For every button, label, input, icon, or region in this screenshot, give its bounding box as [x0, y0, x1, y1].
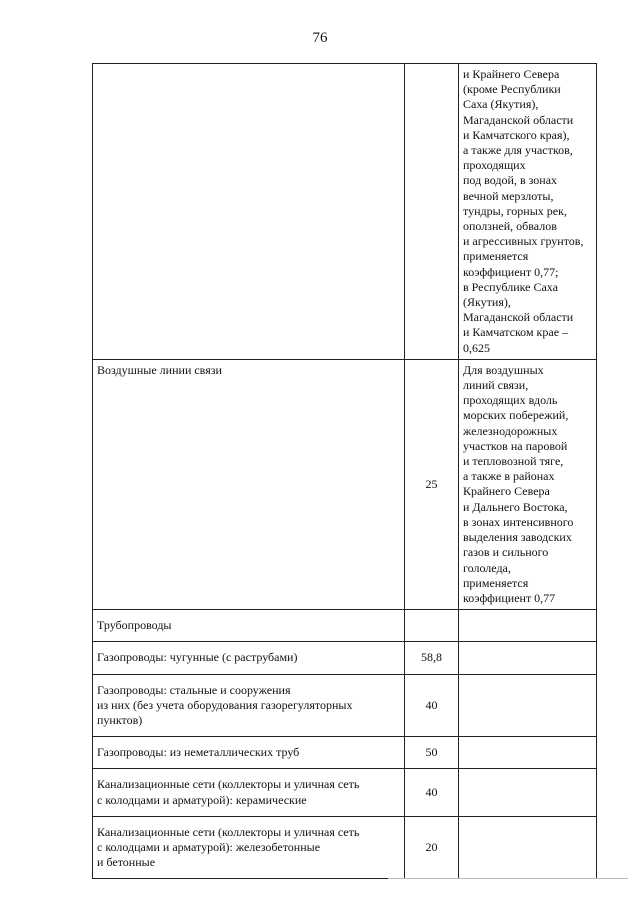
row-value-cell: 25: [405, 359, 459, 609]
note-line: морских побережий,: [463, 408, 569, 423]
note-line: оползней, обвалов: [463, 219, 557, 234]
row-note-cell: [459, 737, 597, 769]
note-line: (Якутия),: [463, 295, 511, 310]
note-line: гололеда,: [463, 560, 511, 575]
table-row: [93, 769, 597, 816]
note-line: Магаданской области: [463, 310, 574, 325]
table-row: [93, 737, 597, 769]
note-line: коэффициент 0,77;: [463, 264, 559, 279]
row-value-cell: 40: [405, 769, 459, 816]
row-value-cell: 20: [405, 816, 459, 879]
table-row: [93, 816, 597, 879]
row-value-cell: 58,8: [405, 642, 459, 674]
row-name-line: Канализационные сети (коллекторы и уличная сеть: [97, 824, 360, 839]
row-value-cell: 50: [405, 737, 459, 769]
note-line: участков на паровой: [463, 438, 568, 453]
row-name-cell: [93, 816, 405, 879]
note-line: в зонах интенсивного: [463, 514, 574, 529]
row-name-line: с колодцами и арматурой): железобетонные: [97, 839, 321, 854]
row-name-line: из них (без учета оборудования газорегуляторных: [97, 697, 353, 712]
note-line: и Камчатском крае –: [463, 325, 569, 340]
note-line: коэффициент 0,77: [463, 590, 556, 605]
note-line: железнодорожных: [463, 423, 558, 438]
note-line: линий связи,: [463, 378, 529, 393]
note-line: а также в районах: [463, 469, 555, 484]
table-row: [93, 64, 597, 360]
note-line: выделения заводских: [463, 530, 572, 545]
row-name-cell: [93, 769, 405, 816]
note-line: и Камчатского края),: [463, 127, 570, 142]
page-number: 76: [312, 30, 328, 46]
note-line: 0,625: [463, 340, 490, 355]
row-name-cell: [93, 359, 405, 609]
note-line: проходящих вдоль: [463, 393, 558, 408]
row-note-cell: [459, 64, 597, 360]
depreciation-table: [92, 63, 597, 879]
row-name-cell: [93, 737, 405, 769]
table-row: [93, 642, 597, 674]
note-line: Крайнего Севера: [463, 484, 550, 499]
note-line: проходящих: [463, 158, 526, 173]
note-line: в Республике Саха: [463, 279, 558, 294]
table-row: [93, 359, 597, 609]
note-line: (кроме Республики: [463, 82, 561, 97]
row-value-cell: 40: [405, 674, 459, 737]
table-row: [93, 610, 597, 642]
row-note-cell: [459, 769, 597, 816]
row-note-cell: [459, 816, 597, 879]
note-line: Для воздушных: [463, 362, 544, 377]
row-name-cell: [93, 674, 405, 737]
row-name-line: и бетонные: [97, 855, 156, 870]
note-line: а также для участков,: [463, 143, 573, 158]
note-line: газов и сильного: [463, 545, 549, 560]
note-line: и Крайнего Севера: [463, 67, 560, 81]
row-value-cell: [405, 610, 459, 642]
note-line: применяется: [463, 575, 529, 590]
note-line: применяется: [463, 249, 529, 264]
row-name-cell: [93, 610, 405, 642]
table-row: [93, 674, 597, 737]
note-line: и тепловозной тяге,: [463, 454, 564, 469]
row-name-line: Воздушные линии связи: [97, 362, 222, 377]
note-line: под водой, в зонах: [463, 173, 558, 188]
note-line: и Дальнего Востока,: [463, 499, 568, 514]
row-name-line: пунктов): [97, 712, 143, 727]
row-note-cell: [459, 610, 597, 642]
row-name-cell: [93, 64, 405, 360]
note-line: тундры, горных рек,: [463, 203, 567, 218]
table-body: [93, 64, 597, 879]
row-name-line: Газопроводы: из неметаллических труб: [97, 745, 300, 760]
row-name-line: Трубопроводы: [97, 618, 172, 633]
row-note-cell: [459, 642, 597, 674]
row-name-line: с колодцами и арматурой): керамические: [97, 792, 307, 807]
bottom-rule: [388, 878, 628, 879]
row-note-cell: [459, 359, 597, 609]
row-note-cell: [459, 674, 597, 737]
row-value-cell: [405, 64, 459, 360]
note-line: Саха (Якутия),: [463, 97, 539, 112]
row-name-line: Газопроводы: чугунные (с раструбами): [97, 650, 298, 665]
note-line: Магаданской области: [463, 112, 574, 127]
row-name-cell: [93, 642, 405, 674]
note-line: и агрессивных грунтов,: [463, 234, 584, 249]
row-name-line: Газопроводы: стальные и сооружения: [97, 682, 291, 697]
row-name-line: Канализационные сети (коллекторы и уличная сеть: [97, 777, 360, 792]
note-line: вечной мерзлоты,: [463, 188, 554, 203]
